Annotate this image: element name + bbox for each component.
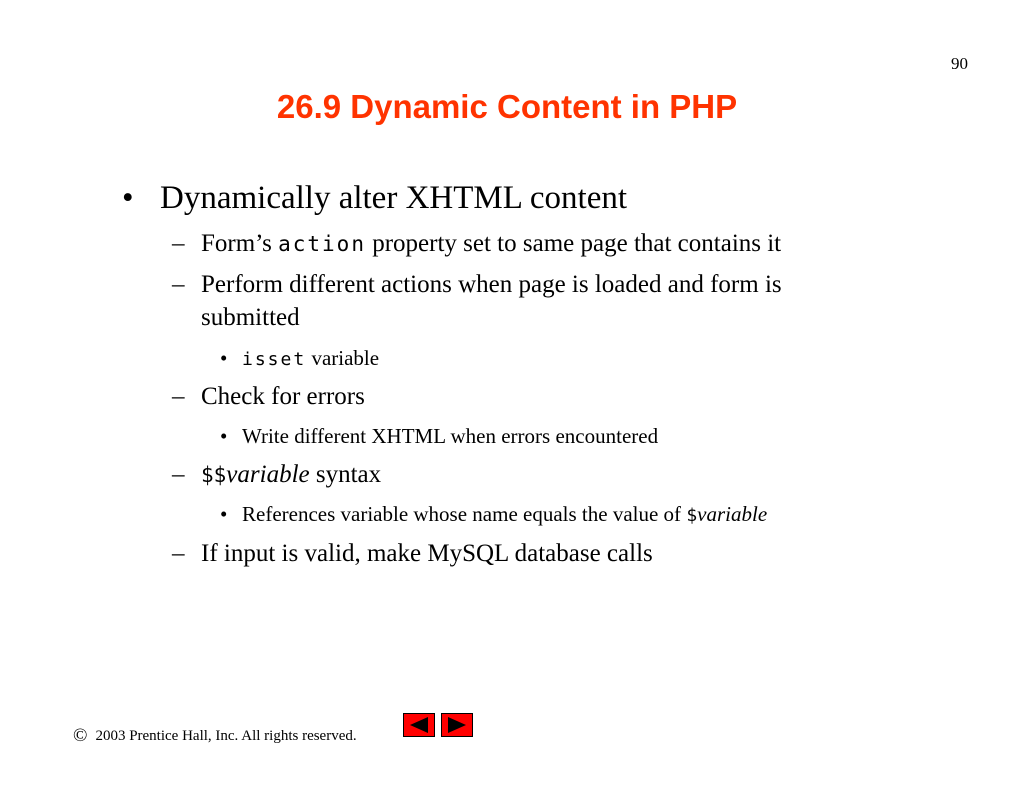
dash-marker: –	[172, 540, 185, 567]
sub-bullet-item: If input is valid, make MySQL database calls	[201, 540, 653, 567]
bullet-marker: •	[122, 180, 134, 216]
dash-marker: –	[172, 271, 185, 298]
text-segment: syntax	[309, 461, 382, 488]
page-number: 90	[951, 54, 968, 73]
copyright-symbol: ©	[73, 725, 88, 746]
sub-sub-bullet-item	[242, 346, 379, 371]
dash-marker: –	[172, 383, 185, 410]
sub-bullet-item	[201, 230, 781, 258]
text-segment: References variable whose name equals the value of	[242, 502, 687, 526]
sub-sub-bullet-item: Write different XHTML when errors encountered	[242, 424, 659, 448]
sub-bullet-item: Perform different actions when page is loaded and form is	[201, 271, 782, 298]
sub-bullet-item	[201, 461, 381, 489]
left-arrow-icon	[404, 714, 434, 736]
previous-slide-button[interactable]	[403, 713, 435, 737]
text-segment: property set to same page that contains it	[365, 230, 782, 257]
bullet-marker: •	[220, 424, 228, 448]
bullet-marker: •	[220, 346, 228, 370]
sub-bullet-item: Check for errors	[201, 383, 365, 410]
code-text: $	[686, 505, 698, 526]
italic-text: variable	[226, 461, 310, 488]
code-text: action	[278, 232, 366, 256]
text-segment: variable	[306, 346, 380, 370]
right-arrow-icon	[442, 714, 472, 736]
sub-sub-bullet-item	[242, 502, 767, 527]
slide-title: 26.9 Dynamic Content in PHP	[276, 88, 738, 125]
footer	[73, 725, 357, 747]
bullet-marker: •	[220, 502, 228, 526]
dash-marker: –	[172, 461, 185, 488]
italic-text: variable	[697, 502, 768, 526]
text-segment: Form’s	[201, 230, 279, 257]
copyright-text: 2003 Prentice Hall, Inc. All rights reserved.	[95, 728, 357, 744]
dash-marker: –	[172, 230, 185, 257]
bullet-item: Dynamically alter XHTML content	[160, 180, 628, 216]
sub-bullet-item-continued: submitted	[201, 304, 300, 331]
code-text: isset	[242, 349, 307, 370]
next-slide-button[interactable]	[441, 713, 473, 737]
code-text: $$	[201, 463, 227, 487]
